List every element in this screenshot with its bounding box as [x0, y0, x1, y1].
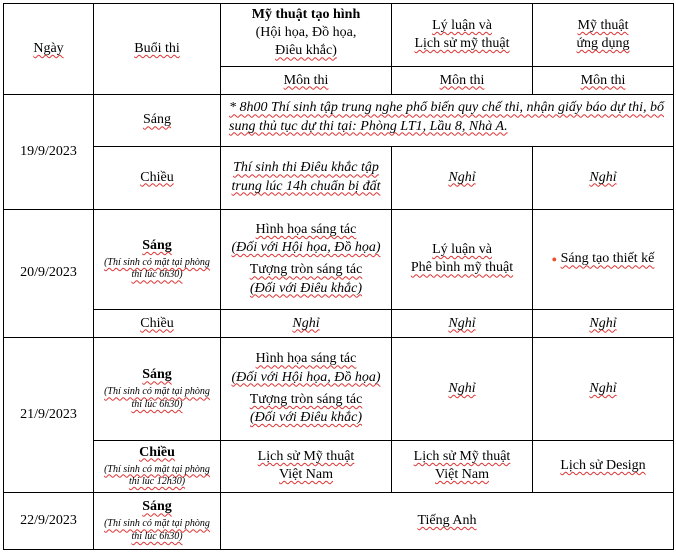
table-row	[4, 492, 674, 549]
arrival-note: (Thí sinh có mặt tại phòng thi lúc 6h30)	[104, 518, 210, 542]
subject-label-1: Môn thi	[221, 67, 392, 95]
session-cell: Chiều	[94, 310, 221, 338]
exam-schedule-table	[3, 3, 674, 550]
subject-cell: Nghỉ	[533, 146, 674, 209]
theory-column-header: Lý luận và Lịch sử mỹ thuật	[392, 4, 533, 67]
subject-cell: Lịch sử Design	[533, 440, 674, 492]
date-cell: 19/9/2023	[4, 95, 94, 209]
session-cell: Chiều	[94, 146, 221, 209]
fine-arts-title: Mỹ thuật tạo hình	[251, 7, 361, 22]
session-cell: Sáng (Thí sinh có mặt tại phòng thi lúc 6h30)	[94, 338, 221, 440]
subject-cell: Hình họa sáng tác (Đối với Hội họa, Đồ họa) Tượng tròn sáng tác (Đối với Điêu khắc)	[221, 338, 392, 440]
subject-cell: Lịch sử Mỹ thuật Việt Nam	[392, 440, 533, 492]
date-cell: 22/9/2023	[4, 492, 94, 549]
table-row	[4, 310, 674, 338]
subject-cell: Thí sinh thi Điêu khắc tập trung lúc 14h chuẩn bị đất	[221, 146, 392, 209]
session-cell: Sáng (Thí sinh có mặt tại phòng thi lúc 6h30)	[94, 209, 221, 309]
table-row	[4, 95, 674, 146]
subject-cell: Nghỉ	[533, 338, 674, 440]
subject-cell: Lịch sử Mỹ thuật Việt Nam	[221, 440, 392, 492]
session-column-header: Buổi thi	[94, 4, 221, 95]
arrival-note: (Thí sinh có mặt tại phòng thi lúc 6h30)	[104, 256, 210, 281]
subject-label-3: Môn thi	[533, 67, 674, 95]
table-row	[4, 338, 674, 440]
date-cell: 20/9/2023	[4, 209, 94, 337]
subject-cell: Nghỉ	[392, 338, 533, 440]
table-row	[4, 146, 674, 209]
subject-cell: Nghỉ	[221, 310, 392, 338]
arrival-note: (Thí sinh có mặt tại phòng thi lúc 6h30)	[104, 386, 210, 410]
announcement-cell: * 8h00 Thí sinh tập trung nghe phổ biến quy chế thi, nhận giấy báo dự thi, bổ sung thủ tục dự thi tại: Phòng LT1, Lầu 8, Nhà A.	[221, 95, 674, 146]
date-cell: 21/9/2023	[4, 338, 94, 493]
fine-arts-column-header: Mỹ thuật tạo hình (Hội họa, Đồ họa, Điêu khắc)	[221, 4, 392, 67]
applied-arts-column-header: Mỹ thuật ứng dụng	[533, 4, 674, 67]
session-cell: Chiều (Thí sinh có mặt tại phòng thi lúc 12h30)	[94, 440, 221, 492]
subject-cell: Tiếng Anh	[221, 492, 674, 549]
subject-label-2: Môn thi	[392, 67, 533, 95]
subject-cell: Nghỉ	[533, 310, 674, 338]
session-cell: Sáng	[94, 95, 221, 146]
session-cell: Sáng (Thí sinh có mặt tại phòng thi lúc 6h30)	[94, 492, 221, 549]
date-column-header: Ngày	[4, 4, 94, 95]
subject-cell: Hình họa sáng tác (Đối với Hội họa, Đồ họa) Tượng tròn sáng tác (Đối với Điêu khắc)	[221, 209, 392, 309]
subject-cell: Lý luận và Phê bình mỹ thuật	[392, 209, 533, 309]
table-row	[4, 209, 674, 309]
header-row	[4, 4, 674, 67]
arrival-note: (Thí sinh có mặt tại phòng thi lúc 12h30)	[104, 463, 210, 488]
subject-cell: Nghỉ	[392, 310, 533, 338]
subject-cell: Nghỉ	[392, 146, 533, 209]
table-row	[4, 440, 674, 492]
bullet-icon: ●	[551, 254, 558, 265]
subject-cell: ● Sáng tạo thiết kế	[533, 209, 674, 309]
